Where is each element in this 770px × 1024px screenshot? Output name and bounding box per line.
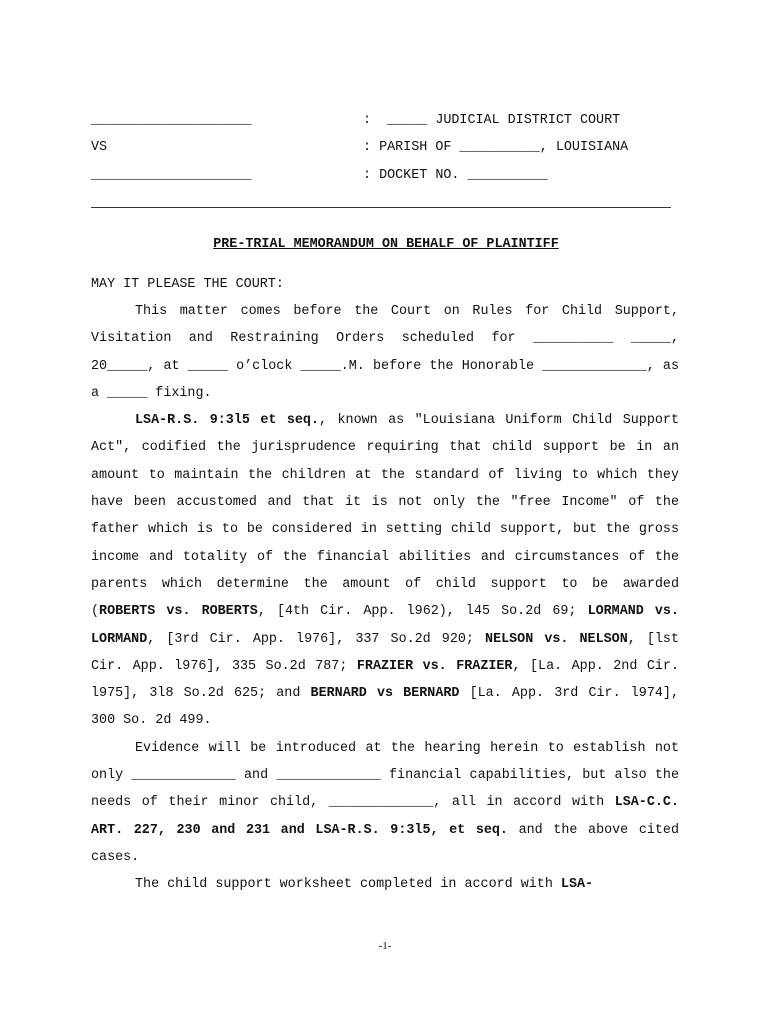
docket-number: : DOCKET NO. __________	[363, 167, 548, 183]
case-citation: ROBERTS vs. ROBERTS	[99, 604, 258, 620]
case-citation: NELSON vs. NELSON	[485, 631, 628, 647]
paragraph-text: , [La. App. 2nd Cir. l975], 3l8 So.2d 625; and	[91, 658, 679, 702]
memorandum-body	[91, 298, 679, 899]
case-citation: FRAZIER vs. FRAZIER	[356, 658, 513, 674]
page-number: -1-	[378, 940, 392, 952]
caption-row-defendant	[91, 167, 681, 194]
paragraph-text: [La. App. 3rd Cir. l974], 300 So. 2d 499.	[91, 686, 679, 729]
defendant-name-blank: ____________________	[91, 167, 252, 183]
paragraph-hearing-schedule	[91, 298, 679, 407]
salutation: MAY IT PLEASE THE COURT:	[91, 277, 284, 292]
paragraph-text: , [lst Cir. App. l976], 335 So.2d 787;	[91, 631, 679, 674]
caption-row-plaintiff	[91, 112, 681, 139]
caption-divider	[91, 207, 671, 208]
paragraph-text: Evidence will be introduced at the hearing herein to establish not only _____________ and _____________ financial capabilities, but also the needs of their minor child, _____________, all in accord with	[91, 740, 679, 811]
caption-row-versus	[91, 139, 681, 166]
paragraph-text: and the above cited cases.	[91, 822, 679, 865]
parish-line: : PARISH OF __________, LOUISIANA	[363, 140, 629, 156]
paragraph-worksheet	[91, 871, 679, 898]
versus-label: VS	[91, 140, 108, 156]
paragraph-child-support-act	[91, 407, 679, 735]
case-citation: BERNARD vs BERNARD	[310, 686, 460, 702]
document-title: PRE-TRIAL MEMORANDUM ON BEHALF OF PLAINTIFF	[213, 237, 559, 252]
paragraph-text: The child support worksheet completed in accord with	[135, 877, 561, 893]
paragraph-text: , [4th Cir. App. l962), l45 So.2d 69;	[257, 604, 588, 620]
paragraph-text: , known as "Louisiana Uniform Child Support Act", codified the jurisprudence requiring that child support be in an amount to maintain the children at the standard of living to which they have been accustomed and that it is not only the "free Income" of the father which is to be considered in setting child support, but the gross income and totality of the financial abilities and circumstances of the parents which determine the amount of child support to be awarded (	[91, 413, 679, 620]
case-citation: LORMAND vs. LORMAND	[91, 604, 680, 647]
plaintiff-name-blank: ____________________	[91, 113, 252, 128]
case-caption	[91, 112, 681, 194]
statute-citation: LSA-	[560, 877, 594, 893]
court-name: : _____ JUDICIAL DISTRICT COURT	[363, 113, 621, 128]
statute-citation: LSA-R.S. 9:3l5 et seq.	[135, 413, 320, 429]
paragraph-text: , [3rd Cir. App. l976], 337 So.2d 920;	[147, 631, 486, 647]
paragraph-evidence	[91, 735, 679, 871]
paragraph-text: This matter comes before the Court on Rules for Child Support, Visitation and Restraining Orders scheduled for __________ _____, 20_____, at _____ o’clock _____.M. before the Honorable _____________, as a _____ fixing.	[91, 304, 679, 401]
statute-citation: LSA-C.C. ART. 227, 230 and 231 and LSA-R.S. 9:3l5, et seq.	[91, 795, 679, 838]
